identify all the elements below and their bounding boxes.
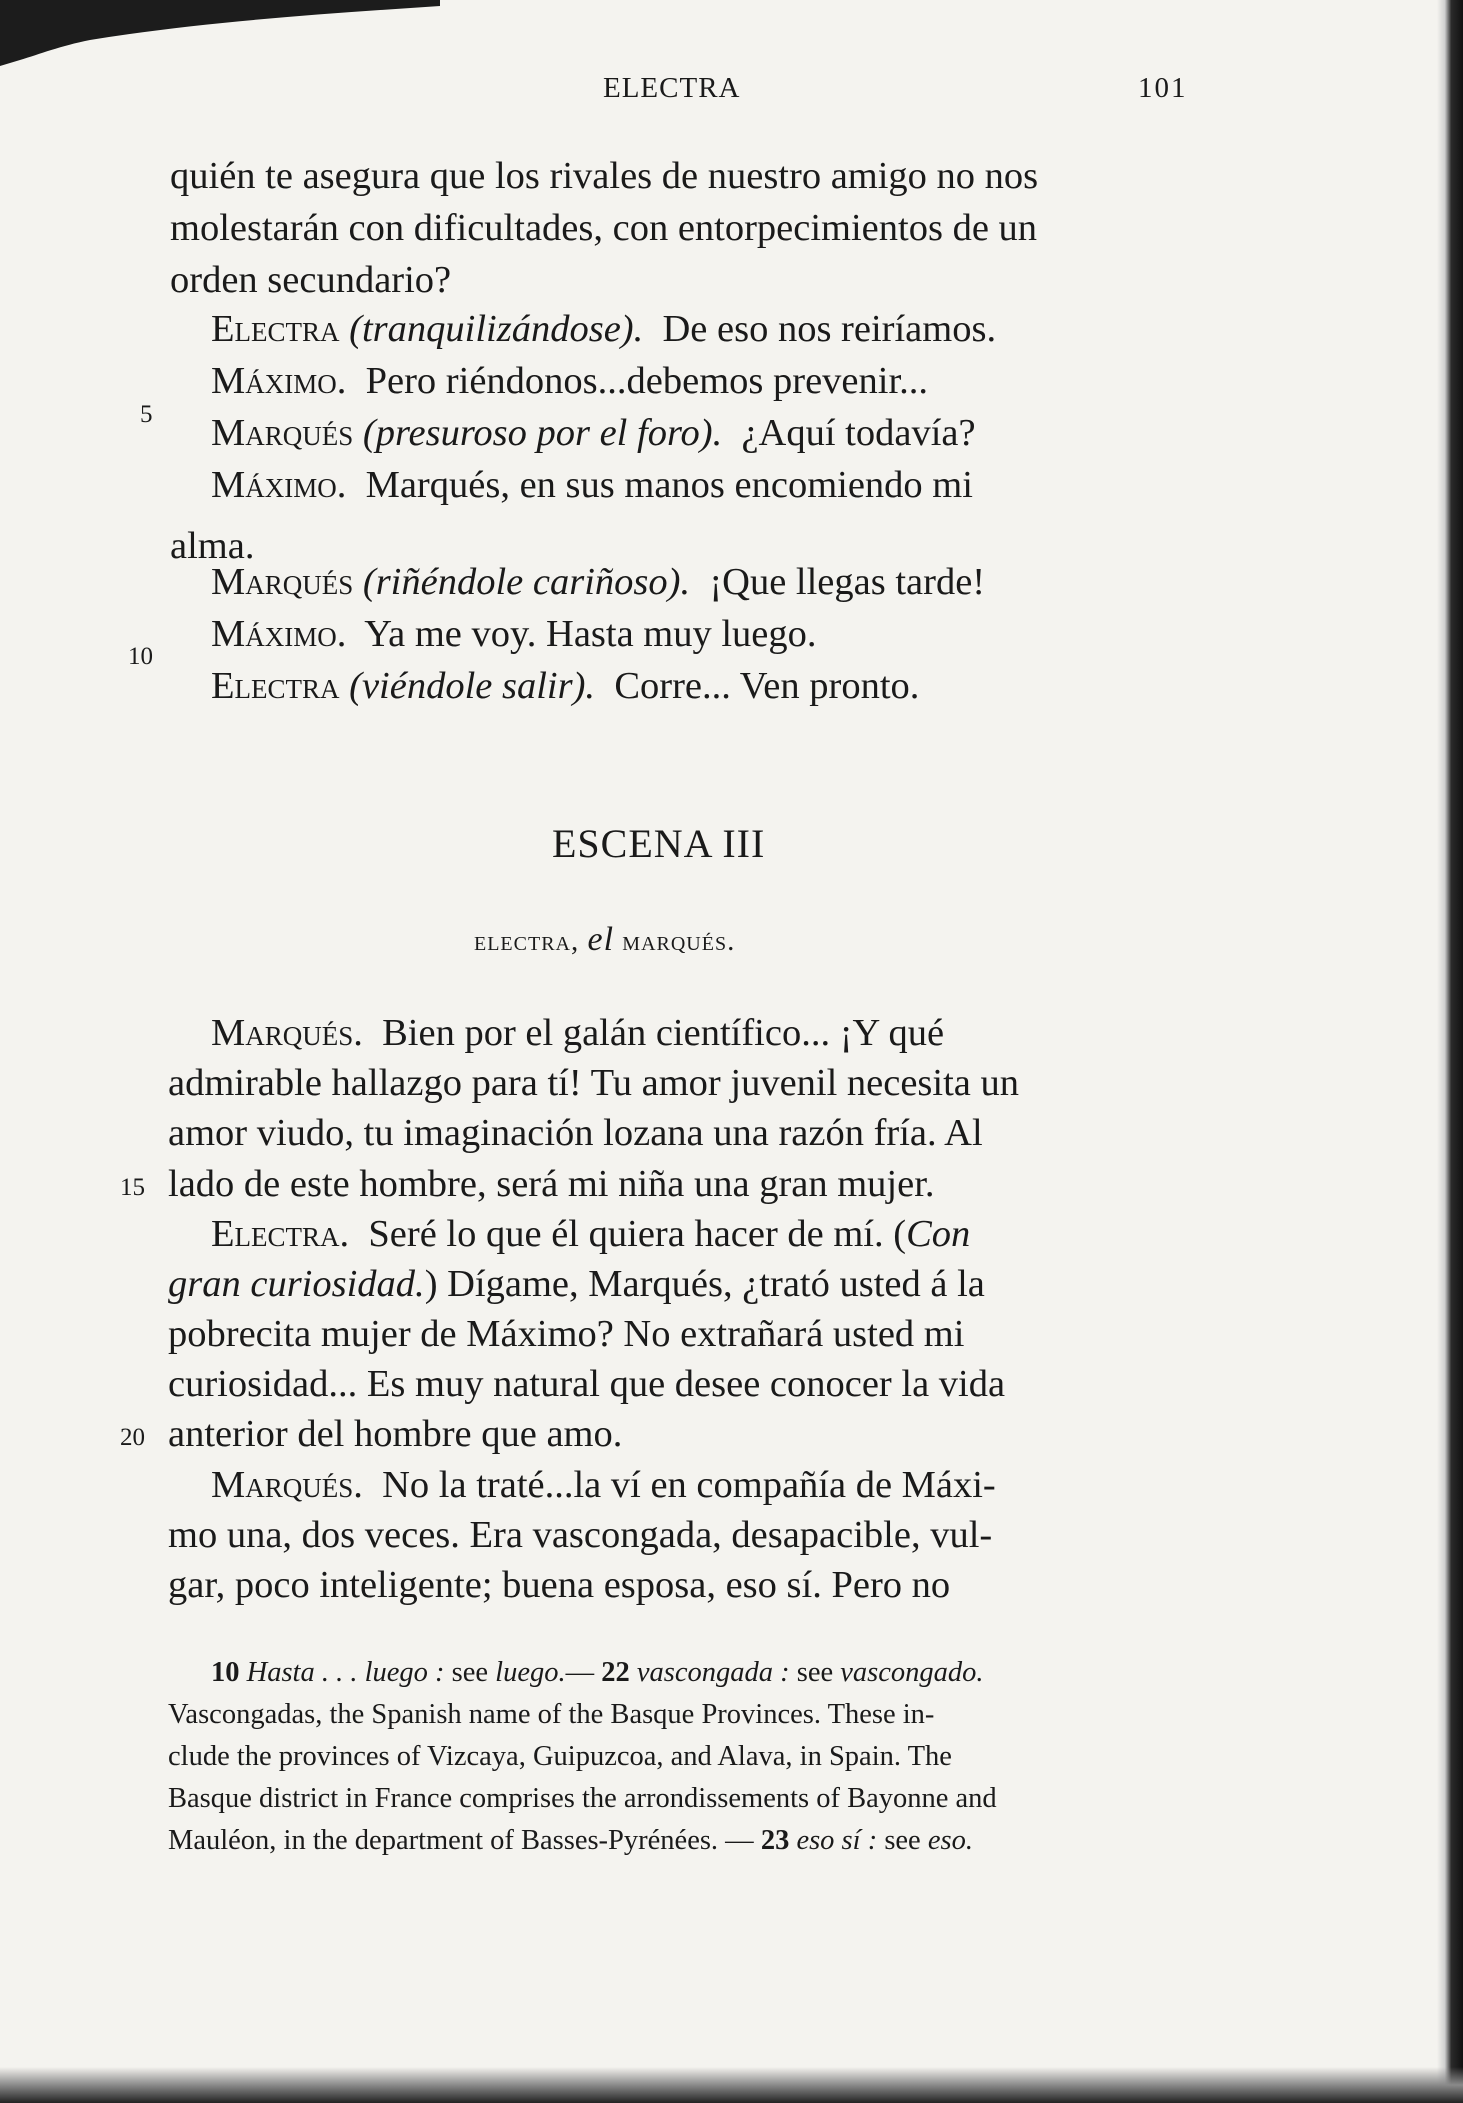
text-line: [168, 1260, 985, 1308]
dialogue-text: Bien por el galán científico... ¡Y qué: [382, 1012, 945, 1054]
stage-direction: (presuroso por el foro).: [362, 412, 723, 454]
footnote-term: eso.: [927, 1825, 973, 1856]
text-line: curiosidad... Es muy natural que desee conocer la vida: [168, 1363, 1006, 1405]
speaker-name: Marqués.: [211, 1464, 363, 1506]
text-line: gar, poco inteligente; buena esposa, eso sí. Pero no: [168, 1564, 951, 1606]
dialogue-text: Seré lo que él quiera hacer de mí. (: [368, 1213, 907, 1255]
dialogue-line: [211, 461, 973, 509]
dialogue-text: No la traté...la ví en compañía de Máxi-: [382, 1464, 996, 1506]
speaker-name: Marqués: [211, 412, 354, 454]
footnote-ref: 22: [601, 1657, 630, 1688]
text-line: admirable hallazgo para tí! Tu amor juvenil necesita un: [168, 1062, 1020, 1104]
footnote-text: —: [565, 1657, 602, 1688]
page-number: 101: [1138, 72, 1188, 104]
line-number: 5: [140, 401, 153, 428]
text-line: mo una, dos veces. Era vascongada, desapacible, vul-: [168, 1514, 993, 1556]
footnote-term: eso sí :: [796, 1825, 878, 1856]
footnote-line: [168, 1823, 973, 1859]
dialogue-text: Marqués, en sus manos encomiendo mi: [365, 464, 973, 506]
footnote-term: luego.: [495, 1657, 566, 1688]
dialogue-text: Corre... Ven pronto.: [614, 665, 920, 707]
text-line: anterior del hombre que amo.: [168, 1413, 623, 1455]
text-line: molestarán con dificultades, con entorpecimientos de un: [170, 207, 1038, 249]
stage-direction: Con: [906, 1213, 971, 1255]
running-head-title: ELECTRA: [603, 72, 741, 104]
speaker-name: Marqués.: [211, 1012, 363, 1054]
speaker-name: Máximo.: [211, 360, 347, 402]
dialogue-line: [211, 558, 985, 606]
dialogue-line: [211, 357, 928, 405]
dialogue-text: ) Dígame, Marqués, ¿trató usted á la: [424, 1263, 985, 1305]
stage-direction: (riñéndole cariñoso).: [362, 561, 691, 603]
scene-cast: [474, 921, 735, 959]
scan-shadow-right-edge: [1437, 0, 1463, 2103]
text-line: orden secundario?: [170, 259, 452, 301]
text-line: lado de este hombre, será mi niña una gran mujer.: [168, 1163, 935, 1205]
speaker-name: Máximo.: [211, 464, 347, 506]
footnote-ref: 23: [760, 1825, 790, 1856]
text-line: alma.: [170, 525, 255, 567]
cast-name: electra,: [474, 925, 580, 957]
footnote-text: see: [884, 1825, 921, 1856]
dialogue-line: [211, 1461, 996, 1509]
footnote-text: see: [451, 1657, 489, 1688]
footnote-line: Vascongadas, the Spanish name of the Basque Provinces. These in-: [168, 1699, 935, 1730]
scene-title: ESCENA III: [552, 821, 766, 866]
dialogue-line: [211, 409, 976, 457]
dialogue-text: Pero riéndonos...debemos prevenir...: [365, 360, 929, 402]
stage-direction: (tranquilizándose).: [349, 308, 644, 350]
text-line: quién te asegura que los rivales de nuestro amigo no nos: [170, 155, 1039, 197]
cast-name: marqués.: [622, 925, 736, 957]
footnote-line: Basque district in France comprises the arrondissements of Bayonne and: [168, 1783, 997, 1814]
speaker-name: Electra: [211, 665, 340, 707]
cast-article: el: [587, 921, 615, 958]
dialogue-line: [211, 1210, 970, 1258]
line-number: 10: [128, 643, 153, 670]
line-number: 20: [120, 1424, 145, 1451]
line-number: 15: [120, 1174, 145, 1201]
stage-direction: gran curiosidad.: [168, 1263, 425, 1305]
text-line: amor viudo, tu imaginación lozana una razón fría. Al: [168, 1112, 983, 1154]
speaker-name: Máximo.: [211, 613, 347, 655]
running-head: [0, 72, 1463, 112]
scan-shadow-top-left: [0, 0, 440, 70]
dialogue-text: Ya me voy. Hasta muy luego.: [364, 613, 817, 655]
stage-direction: (viéndole salir).: [349, 665, 596, 707]
dialogue-line: [211, 610, 817, 658]
footnote-term: vascongada :: [636, 1657, 790, 1688]
footnote-line: clude the provinces of Vizcaya, Guipuzcoa, and Alava, in Spain. The: [168, 1741, 952, 1772]
dialogue-line: [211, 305, 996, 353]
scan-shadow-bottom-edge: [0, 2067, 1463, 2103]
speaker-name: Electra.: [211, 1213, 350, 1255]
footnote-ref: 10: [211, 1657, 240, 1688]
text-line: pobrecita mujer de Máximo? No extrañará usted mi: [168, 1313, 965, 1355]
dialogue-line: [211, 1009, 944, 1057]
footnote-line: [211, 1655, 984, 1691]
dialogue-text: ¡Que llegas tarde!: [709, 561, 986, 603]
speaker-name: Electra: [211, 308, 340, 350]
footnote-term: Hasta . . . luego :: [246, 1657, 445, 1688]
footnote-term: vascongado.: [840, 1657, 984, 1688]
dialogue-text: De eso nos reiríamos.: [662, 308, 997, 350]
speaker-name: Marqués: [211, 561, 354, 603]
footnote-text: Mauléon, in the department of Basses-Pyrénées. —: [168, 1825, 754, 1856]
dialogue-line: [211, 662, 919, 710]
footnote-text: see: [796, 1657, 834, 1688]
dialogue-text: ¿Aquí todavía?: [741, 412, 976, 454]
